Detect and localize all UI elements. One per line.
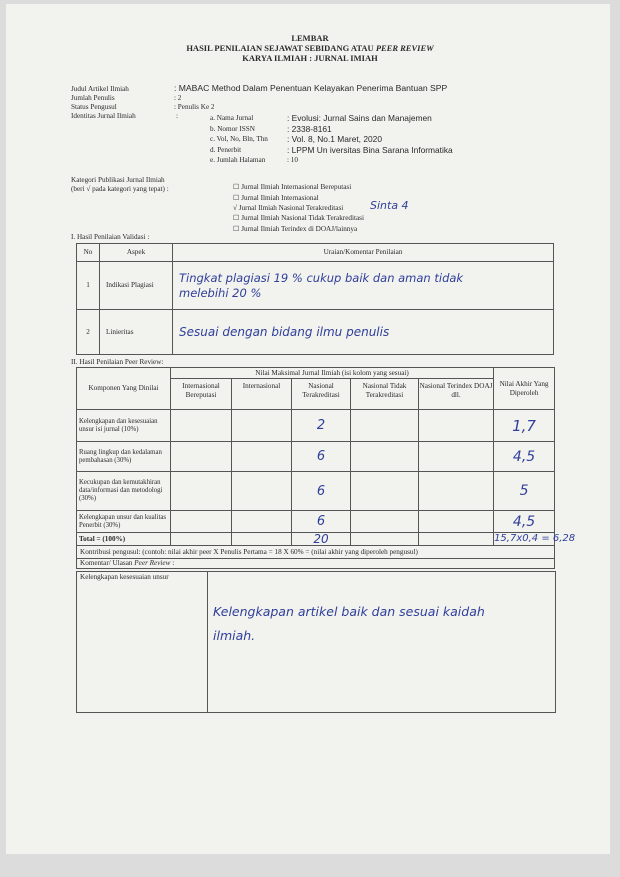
peer-cell bbox=[232, 410, 292, 442]
kategori-option-2[interactable]: √ Jurnal Ilmiah Nasional Terakreditasi bbox=[233, 204, 344, 212]
identitas-label: Identitas Jurnal Ilmiah bbox=[71, 112, 136, 120]
peer-total-label: Total = (100%) bbox=[77, 533, 171, 546]
validasi-heading: I. Hasil Penilaian Validasi : bbox=[71, 233, 150, 241]
peer-cell bbox=[351, 410, 419, 442]
peer-cell bbox=[171, 472, 232, 511]
kelengkapan-comment-line-2: ilmiah. bbox=[213, 628, 256, 643]
header-title-3: KARYA ILMIAH : JURNAL IMIAH bbox=[242, 53, 378, 63]
kategori-label-2: (beri √ pada kategori yang tepat) : bbox=[71, 185, 169, 193]
peer-row-akhir: 5 bbox=[494, 472, 555, 511]
peer-row-nasional: 2 bbox=[292, 410, 351, 442]
kategori-option-0[interactable]: ☐ Jurnal Ilmiah Internasional Bereputasi bbox=[233, 183, 352, 191]
peer-subcol-doaj: Nasional Terindex DOAJ dll. bbox=[419, 379, 494, 410]
peer-row-komponen: Kelengkapan unsur dan kualitas Penerbit (30%) bbox=[77, 511, 171, 533]
kelengkapan-comment-line-1: Kelengkapan artikel baik dan sesuai kaidah bbox=[213, 604, 485, 619]
komentar-divider bbox=[207, 571, 208, 712]
status-label: Status Pengusul bbox=[71, 103, 117, 111]
peer-cell bbox=[171, 533, 232, 546]
peer-cell bbox=[351, 533, 419, 546]
validasi-header-uraian: Uraian/Komentar Penilaian bbox=[173, 244, 554, 262]
peer-row bbox=[77, 442, 555, 472]
validasi-row bbox=[77, 310, 554, 355]
kategori-option-3[interactable]: ☐ Jurnal Ilmiah Nasional Tidak Terakreditasi bbox=[233, 214, 364, 222]
peer-row-nasional: 6 bbox=[292, 472, 351, 511]
kategori-label-1: Kategori Publikasi Jurnal Ilmiah bbox=[71, 176, 165, 184]
kategori-handwritten: Sinta 4 bbox=[370, 199, 409, 212]
validasi-uraian-line-2: melebihi 20 % bbox=[179, 285, 262, 300]
header-title-1: LEMBAR bbox=[291, 33, 329, 43]
peer-cell bbox=[171, 442, 232, 472]
peer-cell bbox=[419, 511, 494, 533]
validasi-row-uraian: Sesuai dengan bidang ilmu penulis bbox=[173, 310, 554, 355]
kategori-option-4[interactable]: ☐ Jurnal Ilmiah Terindex di DOAJ/lainnya bbox=[233, 225, 358, 233]
validasi-row-uraian bbox=[173, 262, 554, 310]
peer-total-row bbox=[77, 533, 555, 546]
peer-row-komponen: Kecukupan dan kemutakhiran data/informasi dan metodologi (30%) bbox=[77, 472, 171, 511]
peer-table bbox=[76, 367, 576, 569]
peer-kontribusi: Kontribusi pengusul: (contoh: nilai akhir peer X Penulis Pertama = 18 X 60% = (nilai akhir yang diperoleh pengusul) bbox=[77, 546, 555, 559]
header-title-2 bbox=[0, 43, 620, 53]
peer-cell bbox=[232, 533, 292, 546]
komentar-label-colon: : bbox=[170, 559, 175, 567]
validasi-row-no: 2 bbox=[77, 310, 100, 355]
peer-row-akhir: 4,5 bbox=[494, 442, 555, 472]
jumlah-value: : 2 bbox=[174, 94, 182, 102]
field-label-2: c. Vol, No, Bln, Thn bbox=[210, 135, 268, 143]
peer-row-komponen: Kelengkapan dan kesesuaian unsur isi jurnal (10%) bbox=[77, 410, 171, 442]
field-label-3: d. Penerbit bbox=[210, 146, 242, 154]
peer-cell bbox=[419, 442, 494, 472]
field-value-4: : 10 bbox=[287, 156, 298, 164]
peer-row-komponen: Ruang lingkup dan kedalaman pembahasan (30%) bbox=[77, 442, 171, 472]
header bbox=[0, 33, 620, 63]
peer-row-akhir: 4,5 bbox=[494, 511, 555, 533]
field-value-3: : LPPM Un iversitas Bina Sarana Informatika bbox=[287, 145, 453, 155]
peer-cell bbox=[171, 410, 232, 442]
peer-subcol-internasional-bereputasi: Internasional Bereputasi bbox=[171, 379, 232, 410]
validasi-row-no: 1 bbox=[77, 262, 100, 310]
header-title-2-em: PEER REVIEW bbox=[375, 43, 434, 53]
field-label-0: a. Nama Jurnal bbox=[210, 114, 254, 122]
peer-total-akhir: 15,7x0,4 = 6,28 bbox=[494, 533, 576, 544]
field-label-4: e. Jumlah Halaman bbox=[210, 156, 266, 164]
peer-subcol-nasional-tidak: Nasional Tidak Terakreditasi bbox=[351, 379, 419, 410]
validasi-header-no: No bbox=[77, 244, 100, 262]
peer-row-nasional: 6 bbox=[292, 442, 351, 472]
peer-subcol-internasional: Internasional bbox=[232, 379, 292, 410]
peer-row-akhir: 1,7 bbox=[494, 410, 555, 442]
peer-cell bbox=[419, 533, 494, 546]
peer-komentar-label bbox=[77, 559, 555, 569]
field-label-1: b. Nomor ISSN bbox=[210, 125, 255, 133]
peer-cell bbox=[171, 511, 232, 533]
peer-subcol-nasional-terakreditasi: Nasional Terakreditasi bbox=[292, 379, 351, 410]
validasi-header-aspek: Aspek bbox=[100, 244, 173, 262]
judul-label: Judul Artikel Ilmiah bbox=[71, 85, 129, 93]
peer-header-komponen: Komponen Yang Dinilai bbox=[77, 368, 171, 410]
komentar-label-em: Peer Review bbox=[134, 559, 171, 567]
peer-header-akhir: Nilai Akhir Yang Diperoleh bbox=[494, 368, 555, 410]
peer-heading: II. Hasil Penilaian Peer Review: bbox=[71, 358, 164, 366]
jumlah-label: Jumlah Penulis bbox=[71, 94, 115, 102]
judul-value: : MABAC Method Dalam Penentuan Kelayakan Penerima Bantuan SPP bbox=[174, 83, 448, 93]
peer-row bbox=[77, 410, 555, 442]
validasi-row-aspek: Linieritas bbox=[100, 310, 173, 355]
peer-cell bbox=[232, 511, 292, 533]
field-value-0: : Evolusi: Jurnal Sains dan Manajemen bbox=[287, 113, 432, 123]
field-value-2: : Vol. 8, No.1 Maret, 2020 bbox=[287, 134, 382, 144]
field-value-1: : 2338-8161 bbox=[287, 124, 332, 134]
peer-cell bbox=[351, 442, 419, 472]
peer-row bbox=[77, 472, 555, 511]
komentar-label-main: Komentar/ Ulasan bbox=[80, 559, 135, 567]
peer-header-nilai-max: Nilai Maksimal Jurnal Ilmiah (isi kolom yang sesuai) bbox=[171, 368, 494, 379]
peer-cell bbox=[419, 410, 494, 442]
peer-cell bbox=[351, 472, 419, 511]
peer-cell bbox=[351, 511, 419, 533]
validasi-row bbox=[77, 262, 554, 310]
status-value: : Penulis Ke 2 bbox=[174, 103, 215, 111]
header-title-2-main: HASIL PENILAIAN SEJAWAT SEBIDANG ATAU bbox=[186, 43, 376, 53]
peer-cell bbox=[232, 472, 292, 511]
validasi-row-aspek: Indikasi Plagiasi bbox=[100, 262, 173, 310]
validasi-table bbox=[76, 243, 554, 355]
kelengkapan-comment bbox=[213, 600, 485, 648]
identitas-colon: : bbox=[176, 112, 178, 120]
kelengkapan-label: Kelengkapan kesesuaian unsur bbox=[80, 573, 169, 581]
peer-total-nasional: 20 bbox=[292, 533, 351, 546]
validasi-uraian-line-1: Tingkat plagiasi 19 % cukup baik dan aman tidak bbox=[179, 270, 464, 285]
peer-cell bbox=[419, 472, 494, 511]
peer-cell bbox=[232, 442, 292, 472]
peer-row-nasional: 6 bbox=[292, 511, 351, 533]
kategori-option-1[interactable]: ☐ Jurnal Ilmiah Internasional bbox=[233, 194, 319, 202]
peer-row bbox=[77, 511, 555, 533]
